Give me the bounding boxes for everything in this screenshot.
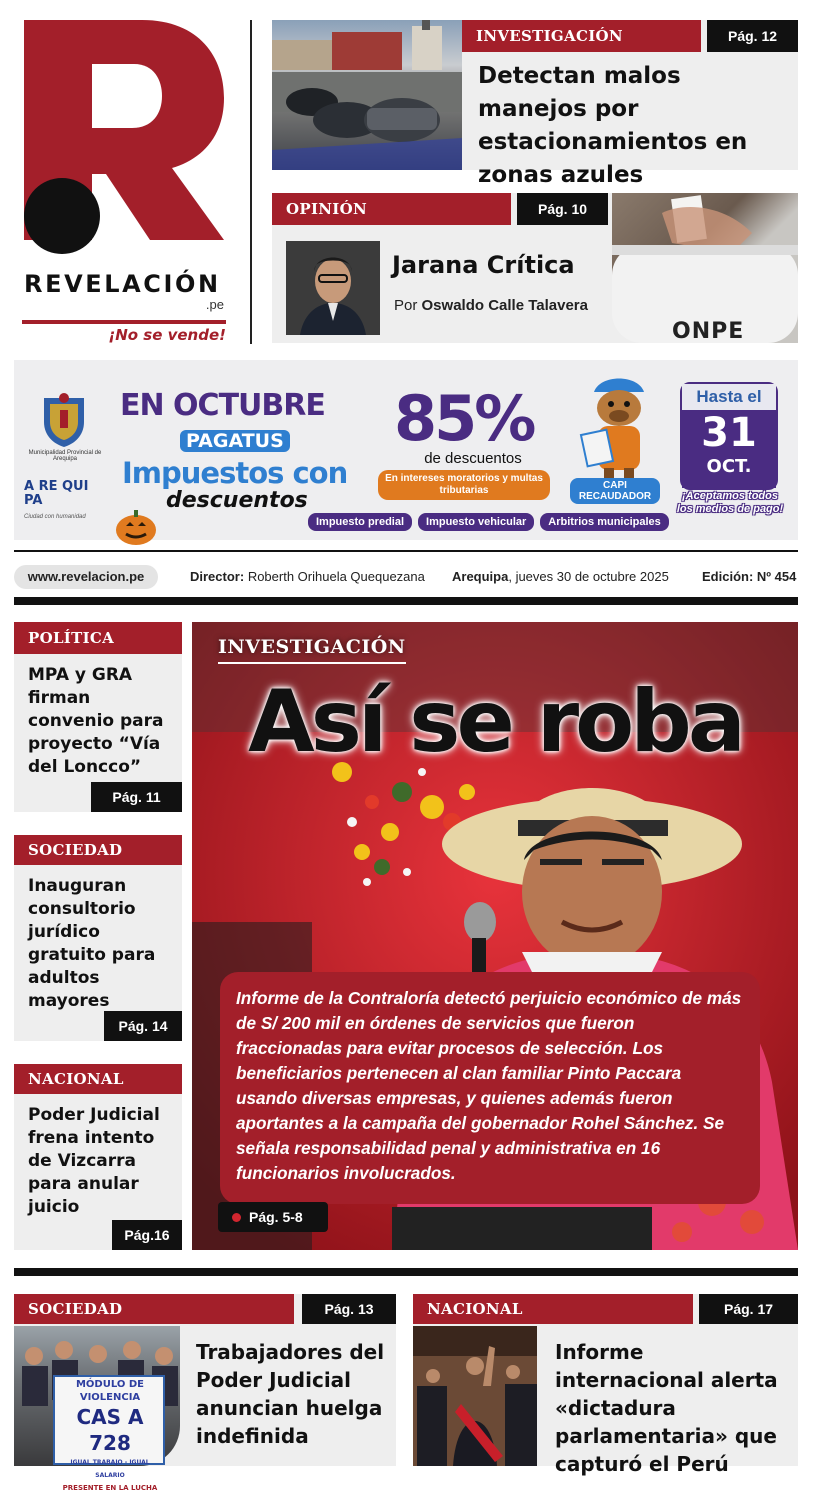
congress-photo xyxy=(413,1326,537,1466)
opinion-byline xyxy=(394,297,588,314)
bottom-section: NACIONAL xyxy=(413,1294,693,1324)
sign-line: CAS A 728 xyxy=(76,1405,144,1455)
chip-arbitrios: Arbitrios municipales xyxy=(540,513,668,531)
logo-name: REVELACIÓN xyxy=(24,270,221,298)
sidebar-headline[interactable]: Poder Judicial frena intento de Vizcarra para anular juicio xyxy=(28,1105,160,1217)
ballot-box-photo xyxy=(612,193,798,343)
sign-line: MÓDULO DE xyxy=(75,1379,144,1390)
deadline-day: 31 xyxy=(701,410,757,456)
bottom-page[interactable]: Pág. 17 xyxy=(699,1294,798,1324)
bullet-dot-icon xyxy=(232,1213,241,1222)
ad-line-1: EN OCTUBRE xyxy=(120,388,325,423)
bottom-story-nacional[interactable] xyxy=(413,1294,798,1476)
mascot-label: CAPI RECAUDADOR xyxy=(570,478,660,504)
ad-line-3: Impuestos con xyxy=(122,456,348,490)
edition-label: Edición: xyxy=(702,569,754,584)
bottom-story-sociedad[interactable] xyxy=(14,1294,396,1492)
sidebar-section: SOCIEDAD xyxy=(14,835,182,865)
main-story[interactable] xyxy=(192,622,798,1250)
top-story-section: INVESTIGACIÓN xyxy=(462,20,701,52)
byline-author: Oswaldo Calle Talavera xyxy=(421,297,588,314)
sidebar-story-sociedad[interactable] xyxy=(14,835,182,1041)
pumpkin-icon xyxy=(114,506,158,546)
discount-note: En intereses moratorios y multas tributarias xyxy=(378,470,550,500)
masthead-logo[interactable] xyxy=(22,20,228,348)
sidebar-section: NACIONAL xyxy=(14,1064,182,1094)
municipality-name: Municipalidad Provincial de Arequipa xyxy=(28,450,102,462)
logo-rule xyxy=(22,320,226,324)
protest-photo xyxy=(14,1326,180,1492)
main-summary-box xyxy=(220,972,760,1204)
sidebar-section: POLÍTICA xyxy=(14,622,182,654)
chip-vehicular: Impuesto vehicular xyxy=(418,513,534,531)
payment-note: ¡Aceptamos todos los medios de pago! xyxy=(676,490,784,515)
municipality-crest-icon xyxy=(40,392,88,448)
byline-prefix: Por xyxy=(394,297,418,314)
logo-r-icon xyxy=(22,20,228,270)
tax-ad-banner[interactable] xyxy=(14,360,798,540)
sidebar-headline[interactable]: Inauguran consultorio jurídico gratuito para adultos mayores xyxy=(28,876,156,1011)
sidebar-story-nacional[interactable] xyxy=(14,1064,182,1250)
chip-predial: Impuesto predial xyxy=(308,513,412,531)
bottom-headline[interactable]: Trabajadores del Poder Judicial anuncian huelga indefinida xyxy=(196,1340,385,1448)
opinion-title[interactable]: Jarana Crítica xyxy=(392,251,575,279)
bottom-rule xyxy=(14,1268,798,1276)
main-headline[interactable]: Así se roba xyxy=(248,672,742,772)
ad-line-2: PAGATUS xyxy=(180,430,290,452)
arequipa-tagline: Ciudad con humanidad xyxy=(24,514,86,520)
tax-chips xyxy=(308,513,669,531)
bottom-page[interactable]: Pág. 13 xyxy=(302,1294,396,1324)
bottom-section: SOCIEDAD xyxy=(14,1294,294,1324)
discount-percent: 85% xyxy=(394,382,534,455)
opinion-section: OPINIÓN xyxy=(272,193,511,225)
sidebar-page[interactable]: Pág. 11 xyxy=(91,782,182,812)
edition-number: Nº 454 xyxy=(756,569,797,584)
capybara-mascot-icon xyxy=(580,370,658,490)
top-story-headline[interactable]: Detectan malos manejos por estacionamientos en zonas azules xyxy=(478,63,748,188)
director-info xyxy=(190,569,425,584)
website-link[interactable]: www.revelacion.pe xyxy=(14,565,158,589)
top-story-card[interactable] xyxy=(272,20,798,188)
deadline-badge xyxy=(680,382,778,490)
info-rule-bottom xyxy=(14,597,798,605)
columnist-avatar xyxy=(286,241,380,335)
main-section-label: INVESTIGACIÓN xyxy=(218,636,406,664)
deadline-month: OCT. xyxy=(706,456,752,477)
date-info xyxy=(452,569,669,584)
parking-photo xyxy=(272,20,462,170)
sidebar-page[interactable]: Pág. 14 xyxy=(104,1011,182,1041)
main-summary: Informe de la Contraloría detectó perjuicio económico de más de S/ 200 mil en órdenes de servicios que fueron fraccionadas para evitar procesos de selección. Los beneficiarios pertenecen al clan familiar Pinto Paccara usando diversas empresas, y quienes además fueron aportantes a la campaña del gobernador Rohel Sánchez. Se señala responsabilidad penal y administrativa en 16 funcionarios involucrados. xyxy=(236,988,742,1183)
sidebar-page[interactable]: Pág.16 xyxy=(112,1220,182,1250)
director-name: Roberth Orihuela Quequezana xyxy=(247,569,425,584)
masthead-divider xyxy=(250,20,252,344)
deadline-until: Hasta el xyxy=(682,384,776,410)
logo-domain: .pe xyxy=(205,297,224,312)
sidebar-story-politica[interactable] xyxy=(14,622,182,812)
bottom-headline[interactable]: Informe internacional alerta «dictadura parlamentaria» que capturó el Perú xyxy=(555,1340,778,1476)
city-name: Arequipa xyxy=(452,569,509,584)
sidebar-headline[interactable]: MPA y GRA firman convenio para proyecto “Vía del Loncco” xyxy=(28,665,164,777)
director-label: Director: xyxy=(190,569,245,584)
opinion-page[interactable]: Pág. 10 xyxy=(517,193,608,225)
protest-sign xyxy=(56,1378,164,1495)
opinion-card[interactable] xyxy=(272,193,798,343)
arequipa-logo: A RE QUI PA xyxy=(24,479,89,508)
top-story-page[interactable]: Pág. 12 xyxy=(707,20,798,52)
sign-line: PRESENTE EN LA LUCHA xyxy=(62,1484,158,1492)
issue-date: , jueves 30 de octubre 2025 xyxy=(508,569,669,584)
sign-line: IGUAL TRABAJO - IGUAL SALARIO xyxy=(70,1459,150,1479)
slogan: ¡No se vende! xyxy=(108,326,226,344)
ballot-box-label: ONPE xyxy=(672,319,745,344)
main-page-tag[interactable] xyxy=(218,1202,328,1232)
main-page: Pág. 5-8 xyxy=(249,1209,303,1225)
info-rule-top xyxy=(14,550,798,552)
edition-info xyxy=(702,569,796,584)
sign-line: VIOLENCIA xyxy=(79,1392,141,1403)
discount-sub: de descuentos xyxy=(424,450,522,467)
ad-line-4: descuentos xyxy=(166,488,308,513)
